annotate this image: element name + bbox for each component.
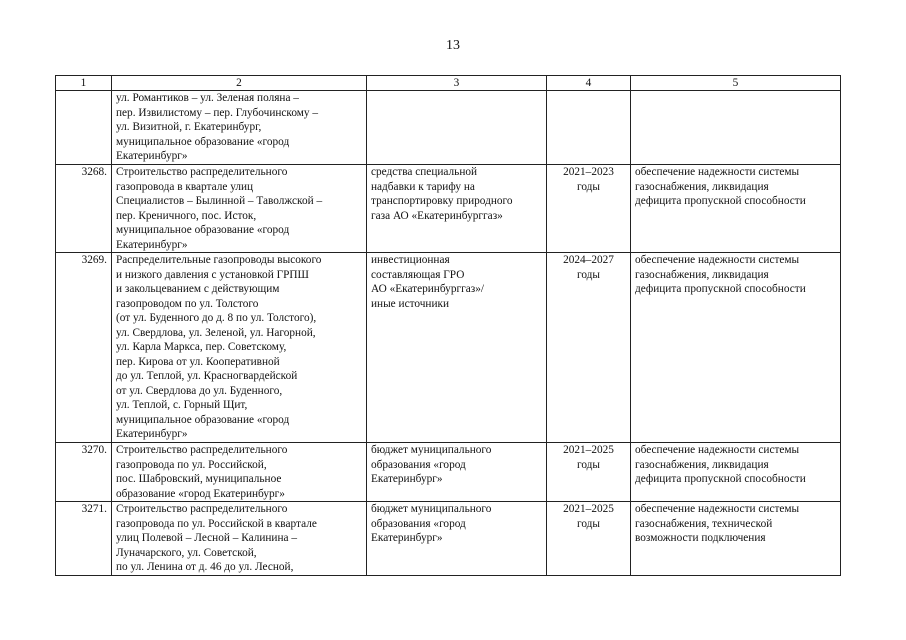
header-cell-years: 4 bbox=[547, 76, 631, 91]
years-cell bbox=[547, 165, 631, 253]
description-line: (от ул. Буденного до д. 8 по ул. Толстого), bbox=[116, 312, 317, 324]
description-line: муниципальное образование «город bbox=[116, 413, 290, 426]
row-number-cell bbox=[56, 91, 112, 165]
header-cell-source: 3 bbox=[367, 76, 547, 91]
description-line: муниципальное образование «город bbox=[116, 135, 290, 148]
description-line: газопровода по ул. Российской, bbox=[116, 458, 267, 471]
description-line: по ул. Ленина от д. 46 до ул. Лесной, bbox=[116, 561, 294, 573]
funding-source-line: средства специальной bbox=[371, 166, 478, 178]
table-row bbox=[56, 165, 841, 253]
program-table bbox=[55, 75, 841, 576]
description-line: пер. Извилистому – пер. Глубочинскому – bbox=[116, 106, 319, 119]
description-cell bbox=[112, 443, 367, 502]
years-line: 2024–2027 bbox=[563, 254, 614, 266]
purpose-line: газоснабжения, ликвидация bbox=[635, 458, 769, 471]
years-line: годы bbox=[576, 458, 600, 471]
description-line: от ул. Свердлова до ул. Буденного, bbox=[116, 384, 283, 397]
description-line: ул. Теплой, с. Горный Щит, bbox=[116, 399, 248, 411]
funding-source-cell bbox=[367, 443, 547, 502]
funding-source-cell bbox=[367, 165, 547, 253]
description-line: газопровода по ул. Российской в квартале bbox=[116, 517, 317, 530]
description-line: Строительство распределительного bbox=[116, 166, 288, 178]
funding-source-line: бюджет муниципального bbox=[371, 503, 492, 515]
description-line: улиц Полевой – Лесной – Калинина – bbox=[116, 532, 297, 544]
description-cell bbox=[112, 253, 367, 443]
purpose-line: возможности подключения bbox=[635, 532, 766, 544]
years-cell bbox=[547, 502, 631, 576]
table-row bbox=[56, 91, 841, 165]
funding-source-line: бюджет муниципального bbox=[371, 444, 492, 456]
description-cell bbox=[112, 91, 367, 165]
description-line: пер. Креничного, пос. Исток, bbox=[116, 209, 257, 222]
description-line: газопровода в квартале улиц bbox=[116, 180, 254, 193]
description-cell bbox=[112, 165, 367, 253]
purpose-line: газоснабжения, ликвидация bbox=[635, 268, 769, 281]
row-number-cell: 3268. bbox=[56, 165, 112, 253]
description-line: и закольцеванием с действующим bbox=[116, 283, 280, 295]
purpose-cell bbox=[631, 253, 841, 443]
purpose-line: дефицита пропускной способности bbox=[635, 195, 806, 207]
purpose-line: газоснабжения, ликвидация bbox=[635, 180, 769, 193]
page-number: 13 bbox=[446, 38, 460, 53]
description-line: ул. Карла Маркса, пер. Советскому, bbox=[116, 341, 287, 353]
years-line: годы bbox=[576, 180, 600, 193]
funding-source-line: Екатеринбург» bbox=[371, 473, 443, 485]
description-line: и низкого давления с установкой ГРПШ bbox=[116, 268, 309, 281]
funding-source-line: составляющая ГРО bbox=[371, 268, 465, 281]
funding-source-line: образования «город bbox=[371, 458, 466, 471]
description-line: Специалистов – Былинной – Таволжской – bbox=[116, 195, 323, 207]
description-line: Распределительные газопроводы высокого bbox=[116, 254, 322, 266]
description-cell bbox=[112, 502, 367, 576]
years-line: 2021–2025 bbox=[563, 444, 614, 456]
description-line: Строительство распределительного bbox=[116, 444, 288, 456]
purpose-line: обеспечение надежности системы bbox=[635, 254, 800, 266]
purpose-cell bbox=[631, 502, 841, 576]
purpose-line: обеспечение надежности системы bbox=[635, 166, 800, 178]
description-line: ул. Романтиков – ул. Зеленая поляна – bbox=[116, 92, 299, 104]
funding-source-line: АО «Екатеринбурггаз»/ bbox=[371, 283, 485, 295]
years-line: 2021–2023 bbox=[563, 166, 614, 178]
years-line: 2021–2025 bbox=[563, 503, 614, 515]
funding-source-cell bbox=[367, 502, 547, 576]
years-cell bbox=[547, 443, 631, 502]
description-line: Екатеринбург» bbox=[116, 428, 188, 440]
years-cell bbox=[547, 253, 631, 443]
funding-source-cell bbox=[367, 91, 547, 165]
years-line: годы bbox=[576, 268, 600, 281]
description-line: Екатеринбург» bbox=[116, 238, 188, 251]
description-line: Екатеринбург» bbox=[116, 150, 188, 162]
row-number-cell: 3271. bbox=[56, 502, 112, 576]
description-line: муниципальное образование «город bbox=[116, 224, 290, 236]
description-line: ул. Свердлова, ул. Зеленой, ул. Нагорной, bbox=[116, 326, 316, 339]
description-line: Строительство распределительного bbox=[116, 503, 288, 515]
row-number-cell: 3269. bbox=[56, 253, 112, 443]
table-row bbox=[56, 253, 841, 443]
description-line: образование «город Екатеринбург» bbox=[116, 487, 285, 500]
description-line: газопроводом по ул. Толстого bbox=[116, 297, 259, 310]
table-row bbox=[56, 502, 841, 576]
funding-source-cell bbox=[367, 253, 547, 443]
years-cell bbox=[547, 91, 631, 165]
funding-source-line: надбавки к тарифу на bbox=[371, 180, 475, 193]
row-number-cell: 3270. bbox=[56, 443, 112, 502]
purpose-line: дефицита пропускной способности bbox=[635, 283, 806, 295]
header-cell-purpose: 5 bbox=[631, 76, 841, 91]
header-row bbox=[56, 76, 841, 91]
description-line: до ул. Теплой, ул. Красногвардейской bbox=[116, 370, 298, 382]
purpose-cell bbox=[631, 165, 841, 253]
description-line: ул. Визитной, г. Екатеринбург, bbox=[116, 121, 262, 133]
years-line: годы bbox=[576, 517, 600, 530]
header-cell-number: 1 bbox=[56, 76, 112, 91]
table-row bbox=[56, 443, 841, 502]
purpose-line: обеспечение надежности системы bbox=[635, 444, 800, 456]
funding-source-line: транспортировку природного bbox=[371, 195, 513, 207]
purpose-line: обеспечение надежности системы bbox=[635, 503, 800, 515]
purpose-line: дефицита пропускной способности bbox=[635, 473, 806, 485]
description-line: пос. Шабровский, муниципальное bbox=[116, 473, 282, 485]
description-line: пер. Кирова от ул. Кооперативной bbox=[116, 355, 280, 368]
funding-source-line: инвестиционная bbox=[371, 254, 450, 266]
purpose-cell bbox=[631, 443, 841, 502]
funding-source-line: Екатеринбург» bbox=[371, 532, 443, 544]
purpose-cell bbox=[631, 91, 841, 165]
purpose-line: газоснабжения, технической bbox=[635, 517, 773, 530]
funding-source-line: образования «город bbox=[371, 517, 466, 530]
funding-source-line: газа АО «Екатеринбурггаз» bbox=[371, 209, 503, 222]
header-cell-description: 2 bbox=[112, 76, 367, 91]
description-line: Луначарского, ул. Советской, bbox=[116, 546, 257, 559]
funding-source-line: иные источники bbox=[371, 297, 450, 310]
